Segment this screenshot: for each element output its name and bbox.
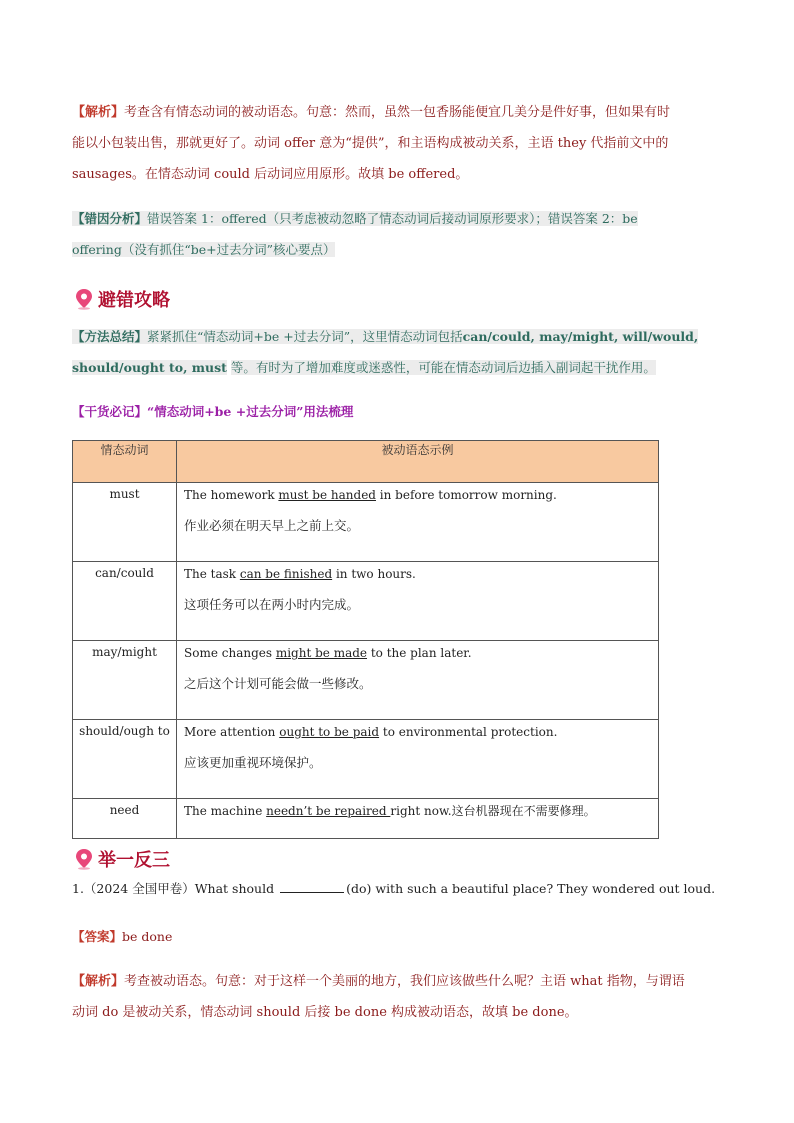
answer-tag: 【答案】 [72,929,123,944]
example-translation: 之后这个计划可能会做一些修改。 [184,676,372,691]
analysis-paragraph-2 [72,966,722,1028]
analysis-tag: 【解析】 [72,974,125,989]
section-heading-avoid-errors [74,286,170,312]
table-header: 情态动词 [73,441,177,483]
example-translation: 应该更加重视环境保护。 [184,755,322,770]
example-underlined: must be handed [278,488,376,502]
analysis-line: sausages。在情态动词 could 后动词应用原形。故填 be offered。 [72,167,469,182]
section-heading-practice [74,846,170,872]
dry-goods-heading: “情态动词+be +过去分词”用法梳理 [147,404,354,419]
modal-cell: must [73,483,177,562]
example-underlined: might be made [275,646,368,660]
table-row [73,483,659,562]
example-text: in before tomorrow morning. [375,488,557,502]
table-header: 被动语态示例 [177,441,659,483]
modal-list: should/ought to, must [72,360,227,375]
dry-goods-title [72,396,722,427]
modal-cell: should/ough to [73,720,177,799]
method-text: 等。有时为了增加难度或迷惑性，可能在情态动词后边插入副词起干扰作用。 [230,360,656,375]
error-analysis-line: 错误答案 1：offered（只考虑被动忽略了情态动词后接动词原形要求）；错误答案 2：be [147,211,638,226]
section-title: 避错攻略 [98,290,170,311]
modal-cell: may/might [73,641,177,720]
error-analysis-tag: 【错因分析】 [72,211,148,226]
section-title: 举一反三 [98,850,170,871]
analysis-tag: 【解析】 [72,105,125,120]
analysis-line: 动词 do 是被动关系，情态动词 should 后接 be done 构成被动语态，故填 be done。 [72,1005,578,1020]
analysis-paragraph-1 [72,97,722,190]
example-text: to the plan later. [367,646,472,660]
example-text: in two hours. [332,567,416,581]
question-text: 1.（2024 全国甲卷）What should [72,881,275,896]
example-cell [177,720,659,799]
question-text: (do) with such a beautiful place? They wondered out loud. [346,881,716,896]
modal-cell: can/could [73,562,177,641]
example-text: The task [184,567,240,581]
method-tag: 【方法总结】 [72,329,148,344]
answer-text: be done [122,929,173,944]
table-header-row [73,441,659,483]
location-pin-icon [74,848,94,870]
example-text: right now.这台机器现在不需要修理。 [390,804,596,818]
table-row [73,799,659,839]
method-text: 紧紧抓住“情态动词+be +过去分词”，这里情态动词包括 [147,329,463,344]
modal-cell: need [73,799,177,839]
modal-list: can/could, may/might, will/would, [462,329,699,344]
example-cell [177,483,659,562]
table-row [73,720,659,799]
example-text: to environmental protection. [379,725,558,739]
example-underlined: ought to be paid [279,725,380,739]
example-underlined: needn’t be repaired [266,804,391,818]
answer [72,921,722,952]
example-cell [177,562,659,641]
answer-blank[interactable] [280,880,344,893]
method-summary [72,321,722,383]
error-analysis [72,203,722,265]
table-row [73,562,659,641]
example-translation: 这项任务可以在两小时内完成。 [184,597,360,612]
example-underlined: can be finished [239,567,333,581]
example-cell [177,641,659,720]
error-analysis-line: offering（没有抓住“be+过去分词”核心要点） [72,242,336,257]
example-text: The machine [184,804,267,818]
analysis-line: 考查含有情态动词的被动语态。句意：然而，虽然一包香肠能便宜几美分是件好事，但如果有时 [124,105,671,120]
analysis-line: 考查被动语态。句意：对于这样一个美丽的地方，我们应该做些什么呢？主语 what 指物，与谓语 [124,974,685,989]
example-text: More attention [184,725,280,739]
analysis-line: 能以小包装出售，那就更好了。动词 offer 意为“提供”，和主语构成被动关系，主语 they 代指前文中的 [72,136,669,151]
example-translation: 作业必须在明天早上之前上交。 [184,518,360,533]
example-cell [177,799,659,839]
example-text: Some changes [184,646,276,660]
table-row [73,641,659,720]
location-pin-icon [74,288,94,310]
dry-goods-tag: 【干货必记】 [72,404,148,419]
modal-passive-table [72,440,659,839]
question-1 [72,880,715,898]
example-text: The homework [184,488,279,502]
